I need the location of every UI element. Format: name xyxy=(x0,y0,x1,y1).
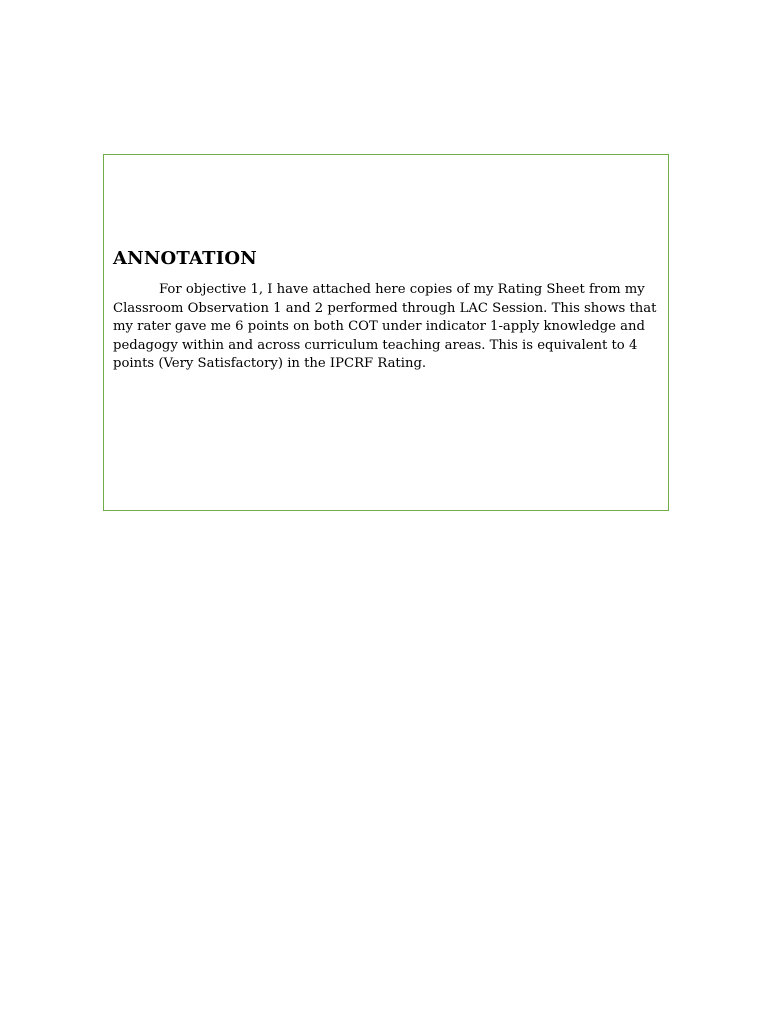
annotation-box xyxy=(103,154,669,511)
annotation-body-text: For objective 1, I have attached here copies of my Rating Sheet from my Classroom Observation 1 and 2 performed through LAC Session. This shows that my rater gave me 6 points on both COT under indicator 1-apply knowledge and pedagogy within and across curriculum teaching areas. This is equivalent to 4 points (Very Satisfactory) in the IPCRF Rating. xyxy=(113,282,657,372)
annotation-title: ANNOTATION xyxy=(113,248,257,269)
